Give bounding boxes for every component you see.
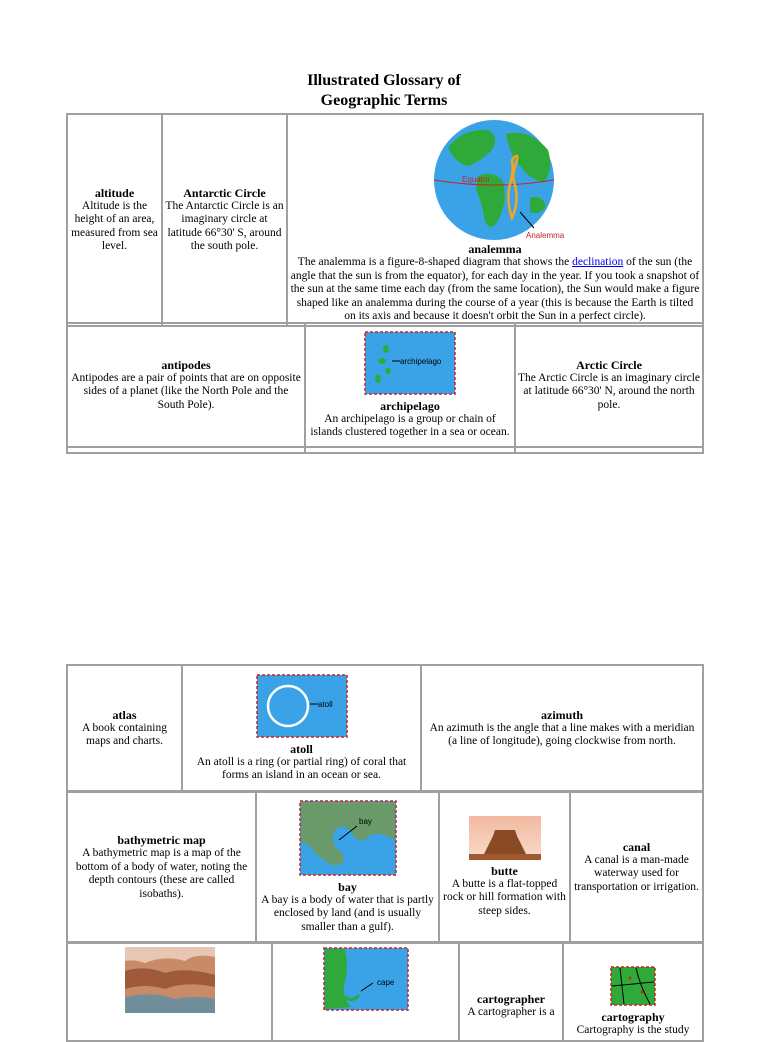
def-analemma-pre: The analemma is a figure-8-shaped diagram that shows the [297,256,573,268]
glossary-table-d [66,791,704,943]
empty-cell [515,447,703,453]
butte-photo-icon [469,816,541,860]
def-bay: A bay is a body of water that is partly enclosed by land (and is usually smaller than a gulf). [261,893,434,933]
term-azimuth: azimuth [541,707,583,722]
term-archipelago: archipelago [380,398,440,413]
bay-map-icon [299,800,397,876]
entry-canal [570,792,703,942]
entry-archipelago [305,323,515,447]
entry-altitude [67,114,162,326]
atoll-map-icon [256,674,348,738]
cartography-map-icon [610,966,656,1006]
entry-antipodes [67,323,305,447]
entry-bay [256,792,439,942]
term-antipodes: antipodes [161,357,211,372]
entry-arctic-circle [515,323,703,447]
entry-butte [439,792,570,942]
entry-antarctic-circle [162,114,287,326]
term-arctic-circle: Arctic Circle [576,357,642,372]
term-atlas: atlas [112,707,137,722]
entry-atlas [67,665,182,791]
atoll-image-label: atoll [317,699,333,709]
def-altitude: Altitude is the height of an area, measured from sea level. [71,199,158,253]
cape-image-label: cape [376,978,394,987]
def-atoll: An atoll is a ring (or partial ring) of coral that forms an island in an ocean or sea. [196,755,407,781]
def-cartography: Cartography is the study [576,1024,690,1036]
term-atoll: atoll [290,741,313,756]
def-canal: A canal is a man-made waterway used for transportation or irrigation. [574,853,699,893]
declination-link[interactable]: declination [572,256,624,268]
def-analemma-post: of the sun (the angle that the sun is from the equator), for each day in the year. If you took a snapshot of the sun at the same time each day (from the same location), the Sun would make a figure shaped like an analemma during the course of a year (this is because the Earth is tilted on its axis and because it doesn't orbit the Sun in a perfect circle). [290,256,700,322]
def-azimuth: An azimuth is the angle that a line makes with a meridian (a line of longitude), going clockwise from north. [429,721,695,747]
def-cartographer: A cartographer is a [467,1006,555,1018]
glossary-table-a [66,113,704,327]
analemma-globe-icon [430,120,565,242]
archipelago-image-label: archipelago [400,356,442,366]
def-archipelago: An archipelago is a group or chain of islands clustered together in a sea or ocean. [310,412,510,438]
entry-cartography [563,943,703,1041]
bay-image-label: bay [358,816,372,826]
term-bay: bay [338,879,357,894]
term-antarctic-circle: Antarctic Circle [183,185,266,200]
empty-cell [305,447,515,453]
analemma-equator-label: Equator [462,175,491,184]
term-canal: canal [622,839,651,854]
def-analemma [290,256,700,324]
title-line-1: Illustrated Glossary of [307,72,461,89]
entry-bathymetric-map [67,792,256,942]
title-line-2: Geographic Terms [320,92,448,109]
entry-azimuth [421,665,703,791]
def-antipodes: Antipodes are a pair of points that are on opposite sides of a planet (like the North Pole and the South Pole). [71,371,301,411]
def-bathymetric-map: A bathymetric map is a map of the bottom of a body of water, noting the depth contours (these are called isobaths). [75,847,248,900]
term-bathymetric-map: bathymetric map [117,833,206,847]
glossary-table-b [66,322,704,454]
glossary-table-c [66,664,704,792]
term-cartography: cartography [601,1010,665,1024]
term-altitude: altitude [94,185,135,200]
page-title [0,71,768,111]
entry-canyon [67,943,272,1041]
entry-cartographer [459,943,563,1041]
term-analemma: analemma [468,242,522,256]
term-cartographer: cartographer [477,992,545,1006]
def-atlas: A book containing maps and charts. [82,721,167,747]
analemma-analemma-label: Analemma [526,231,565,240]
canyon-photo-icon [125,947,215,1013]
glossary-table-e [66,942,704,1042]
def-butte: A butte is a flat-topped rock or hill formation with steep sides. [443,877,566,917]
def-antarctic-circle: The Antarctic Circle is an imaginary circle at latitude 66°30' S, around the south pole. [165,199,284,253]
entry-atoll [182,665,421,791]
entry-cape [272,943,459,1041]
entry-analemma [287,114,703,326]
def-arctic-circle: The Arctic Circle is an imaginary circle at latitude 66°30' N, around the north pole. [518,371,701,411]
archipelago-map-icon [364,331,456,395]
cape-map-icon [323,947,409,1011]
term-butte: butte [491,863,518,878]
empty-cell [67,447,305,453]
